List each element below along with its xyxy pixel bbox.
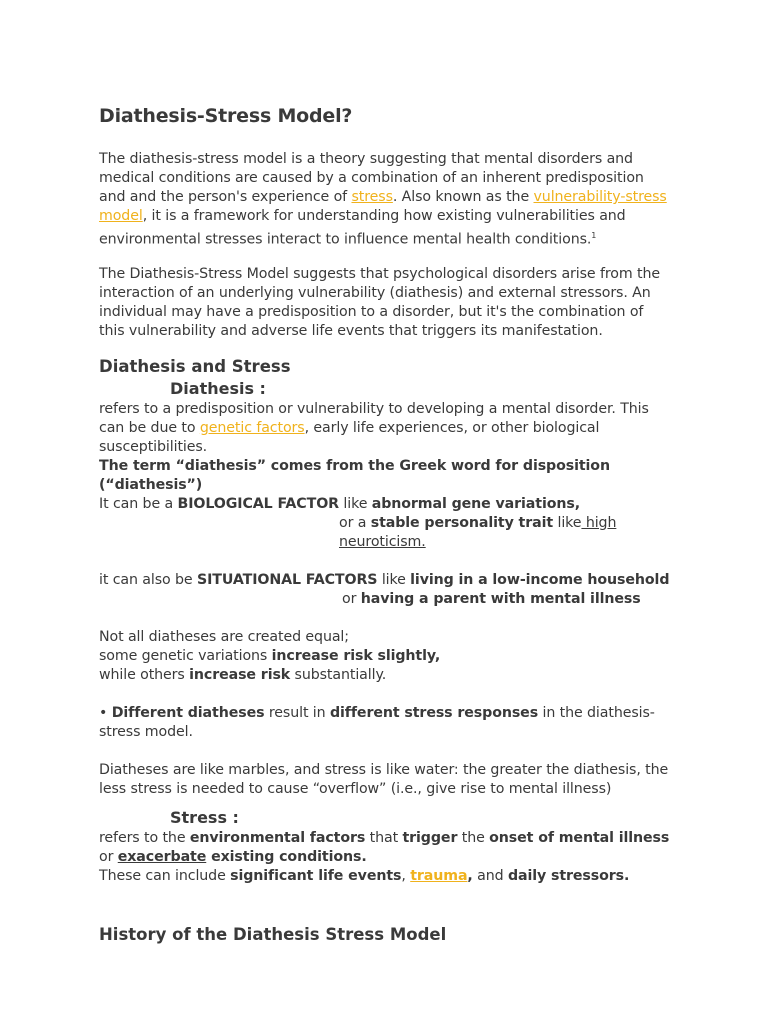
text-span: in the diathesis-stress model. [99,704,655,740]
text-span: that [365,829,403,846]
section-heading-history: History of the Diathesis Stress Model [99,924,447,944]
stress-examples-line [99,867,671,886]
text-span: increase risk [189,666,291,683]
bullet-marker: • [99,704,112,721]
diathesis-etymology: The term “diathesis” comes from the Greek word for disposition (“diathesis”) [99,457,610,493]
text-span: and [472,867,508,884]
risk-substantially-line [99,666,671,685]
exacerbate-line [99,848,671,867]
text-span: daily stressors. [507,867,630,884]
text-span: SITUATIONAL FACTORS [196,571,378,588]
intro-paragraph-2: The Diathesis-Stress Model suggests that psychological disorders arise from the interaction of an underlying vulnerability (diathesis) and external stressors. An individual may have a predisposition to a disorder, but it's the combination of this vulnerability and adverse life events that triggers its manifestation. [99,265,660,339]
text-span: some genetic variations [99,647,272,664]
parent-mental-illness-line [99,590,671,609]
text-span: abnormal gene variations, [371,495,580,512]
text-span: or a [339,514,371,531]
stress-link[interactable]: stress [351,189,393,205]
text-span: These can include [99,867,231,884]
intro-paragraph-1 [99,150,671,250]
different-diatheses-bullet [99,704,671,742]
text-span: the [457,829,490,846]
text-span: or [99,848,118,865]
vulnerability-stress-model-link[interactable]: vulnerability-stress model [99,189,667,224]
text-span: trigger [402,829,458,846]
situational-factors-line [99,571,671,590]
text-span: The diathesis-stress model is a theory suggesting that mental disorders and medical conditions are caused by a combination of an inherent predisposition and and the person's experience of [99,151,644,205]
spacer [99,799,671,807]
genetic-factors-link[interactable]: genetic factors [199,419,305,436]
section-heading-diathesis-and-stress: Diathesis and Stress [99,356,291,376]
biological-factor-line [99,495,671,514]
spacer [99,609,671,628]
spacer [99,552,671,571]
text-span: result in [264,704,330,721]
text-span: significant life events [230,867,402,884]
stress-definition-line [99,829,671,848]
not-equal-line: Not all diatheses are created equal; [99,628,349,645]
text-span: , it is a framework for understanding how existing vulnerabilities and environmental stresses interact to influence mental health conditions. [99,208,626,248]
text-span: , early life experiences, or other biological susceptibilities. [99,419,600,455]
text-span: different stress responses [329,704,539,721]
article-body [99,103,671,946]
text-span: like [338,495,372,512]
text-span: substantially. [290,666,387,683]
page-title: Diathesis-Stress Model? [99,105,353,127]
footnote-marker[interactable]: 1 [591,231,597,240]
risk-slightly-line [99,647,671,666]
text-span: , [467,867,473,884]
spacer [99,886,671,924]
text-span: refers to the [99,829,190,846]
trauma-link[interactable]: trauma [410,867,468,884]
text-span: refers to a predisposition or vulnerability to developing a mental disorder. This can be due to [99,400,649,436]
text-span: It can be a [99,495,178,512]
spacer [99,685,671,704]
exacerbate-link[interactable]: exacerbate [117,848,207,865]
text-span: , [401,867,411,884]
text-span: Different diatheses [111,704,265,721]
spacer [99,742,671,761]
marbles-analogy: Diatheses are like marbles, and stress is like water: the greater the diathesis, the less stress is needed to cause “overflow” (i.e., give rise to mental illness) [99,761,669,797]
text-span: . Also known as the [392,189,534,205]
text-span: stable personality trait [370,514,554,531]
diathesis-subheading: Diathesis : [170,378,266,398]
personality-trait-line [99,514,671,552]
text-span: like [377,571,411,588]
text-span: or [342,590,361,607]
text-span: BIOLOGICAL FACTOR [177,495,339,512]
text-span: onset of mental illness [489,829,670,846]
text-span: increase risk slightly, [271,647,441,664]
text-span: like [553,514,582,531]
stress-subheading: Stress : [170,807,239,827]
text-span: having a parent with mental illness [360,590,641,607]
text-span: environmental factors [189,829,366,846]
text-span: living in a low-income household [410,571,670,588]
text-span: while others [99,666,190,683]
text-span: existing conditions. [206,848,367,865]
text-span: it can also be [99,571,197,588]
diathesis-definition [99,400,671,457]
high-neuroticism-link[interactable]: high neuroticism. [339,514,617,550]
